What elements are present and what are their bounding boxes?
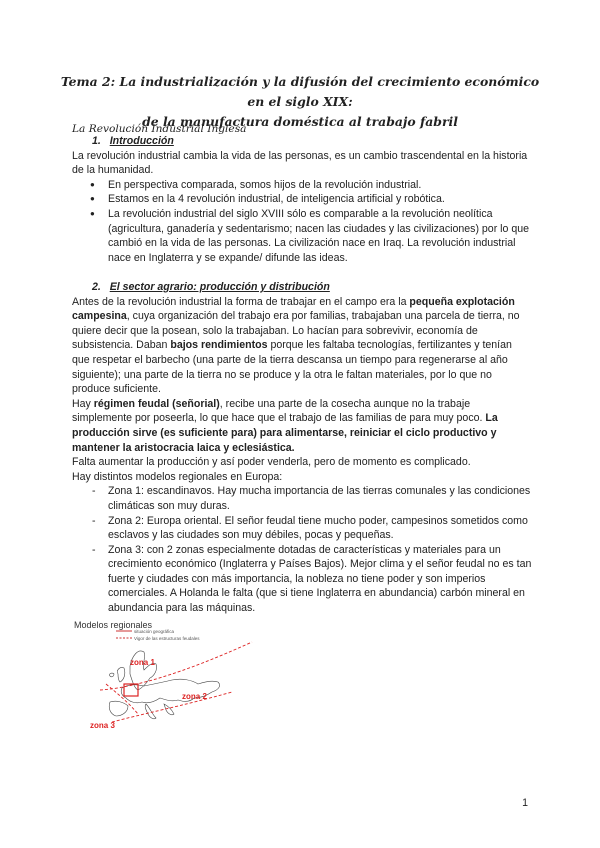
list-item: ● Estamos en la 4 revolución industrial, de inteligencia artificial y robótica. — [72, 192, 532, 207]
boundary-line-north — [100, 642, 252, 690]
section-2 — [72, 280, 532, 616]
list-item: ● En perspectiva comparada, somos hijos de la revolución industrial. — [72, 178, 532, 193]
legend-label-1: situación geográfica — [134, 629, 175, 634]
title-line-1: Tema 2: La industrialización y la difusión del crecimiento económico en el siglo XIX: — [60, 74, 540, 109]
section-subtitle: La Revolución Industrial Inglesa — [72, 123, 247, 135]
list-item: - Zona 3: con 2 zonas especialmente dotadas de características y materiales para un crecimiento económico (Inglaterra y Países Bajos). Mejor clima y el señor feudal no es tan fuerte y ciudades con más importancia, la nobleza no tiene poder y son imperios comerciales. A Holanda le falta (que si tiene Inglaterra en abundancia) carbón mineral en abundancia para las máquinas. — [72, 543, 532, 616]
page-number: 1 — [522, 797, 528, 809]
legend-label-2: Vigor de las estructuras feudales — [134, 636, 200, 641]
section-1-intro: La revolución industrial cambia la vida de las personas, es un cambio trascendental en la historia de la humanidad. — [72, 149, 528, 177]
section-1-bullets — [72, 178, 532, 266]
zones-list — [72, 484, 532, 615]
paragraph-regimen-feudal: Hay régimen feudal (señorial), recibe una parte de la cosecha aunque no la trabaje simplemente por poseerla, lo que hace que el trabajo de las familias de para muy poco. La producción sirve (es suficiente para) para alimentarse, reiniciar el ciclo productivo y mantener la aristocracia laica y eclesiástica. — [72, 397, 498, 454]
figure-title: Modelos regionales — [74, 620, 153, 630]
zone-1-label: zona 1 — [130, 658, 155, 667]
title-line-2: de la manufactura doméstica al trabajo fabril — [142, 114, 458, 129]
list-item: ● La revolución industrial del siglo XVIII sólo es comparable a la revolución neolítica (agricultura, ganadería y sedentarismo; nacen las ciudades y las civilizaciones) por lo que cambió en la vida de las personas. La civilización nace en Iraq. La revolución industrial nace en Inglaterra y se expande/ difunde las ideas. — [72, 207, 532, 265]
list-item: - Zona 1: escandinavos. Hay mucha importancia de las tierras comunales y las condiciones climáticas son muy duras. — [72, 484, 532, 513]
section-1-heading: 1. Introducción — [92, 135, 174, 147]
zone-3-label: zona 3 — [90, 721, 115, 728]
section-1 — [72, 134, 532, 265]
coastline — [109, 651, 219, 719]
section-2-heading: 2. El sector agrario: producción y distribución — [92, 281, 330, 293]
list-item: - Zona 2: Europa oriental. El señor feudal tiene mucho poder, campesinos sometidos como esclavos y las ciudades son muy débiles, pocas y pequeñas. — [72, 514, 532, 543]
europe-map-image — [72, 618, 262, 728]
paragraph-produccion: Falta aumentar la producción y así poder venderla, pero de momento es complicado. — [72, 456, 471, 469]
paragraph-modelos: Hay distintos modelos regionales en Europa: — [72, 470, 283, 483]
regional-models-figure — [72, 618, 262, 728]
paragraph-pequena-explotacion: Antes de la revolución industrial la forma de trabajar en el campo era la pequeña explotación campesina, cuya organización del trabajo era por familias, trabajaban una parcela de tierra, no quiere decir que la posean, solo la trabajaban. Lo hacían para sobrevivir, economía de subsistencia. Daban bajos rendimientos porque les faltaba tecnologías, fertilizantes y tenían que respetar el barbecho (una parte de la tierra descansa un tiempo para regenerarse al año siguiente); una parte de la tierra no se produce y la otra le faltan materiales, por lo que no produce suficiente. — [72, 295, 520, 396]
zone-2-label: zona 2 — [182, 692, 207, 701]
